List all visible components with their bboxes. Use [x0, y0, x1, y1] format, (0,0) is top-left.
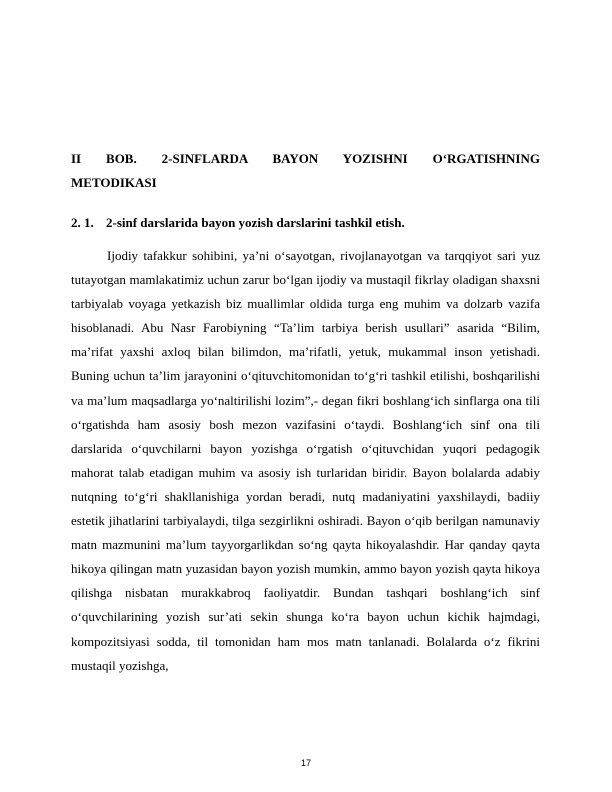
- section-heading: [71, 214, 540, 232]
- chapter-title-line-1: II BOB. 2-SINFLARDA BAYON YOZISHNI O‘RGATISHNING: [71, 151, 540, 166]
- body-paragraph: Ijodiy tafakkur sohibini, ya’ni o‘sayotgan, rivojlanayotgan va tarqqiyot sari yuz tutayotgan mamlakatimiz uchun zarur bo‘lgan ijodiy va mustaqil fikrlay oladigan shaxsni tarbiyalab voyaga yetkazish biz muallimlar oldida turga eng muhim va dolzarb vazifa hisoblanadi. Abu Nasr Farobiyning “Ta’lim tarbiya berish usullari” asarida “Bilim, ma’rifat yaxshi axloq bilan bilimdon, ma’rifatli, yetuk, mukammal inson yetishadi. Buning uchun ta’lim jarayonini o‘qituvchitomonidan to‘g‘ri tashkil etilishi, boshqarilishi va ma’lum maqsadlarga yo‘naltirilishi lozim”,- degan fikri boshlang‘ich sinflarga ona tili o‘rgatishda ham asosiy bosh mezon vazifasini o‘taydi. Boshlang‘ich sinf ona tili darslarida o‘quvchilarni bayon yozishga o‘rgatish o‘qituvchidan yuqori pedagogik mahorat talab etadigan muhim va asosiy ish turlaridan biridir. Bayon bolalarda adabiy nutqning to‘g‘ri shakllanishiga yordan beradi, nutq madaniyatini yaxshilaydi, badiiy estetik jihatlarini tarbiyalaydi, tilga sezgirlikni oshiradi. Bayon o‘qib berilgan namunaviy matn mazmunini ma’lum tayyorgarlikdan so‘ng qayta hikoyalashdir. Har qanday qayta hikoya qilingan matn yuzasidan bayon yozish mumkin, ammo bayon yozish qayta hikoya qilishga nisbatan murakkabroq faoliyatdir. Bundan tashqari boshlang‘ich sinf o‘quvchilarining yozish sur’ati sekin shunga ko‘ra bayon uchun kichik hajmdagi, kompozitsiyasi sodda, til tomonidan ham mos matn tanlanadi. Bolalarda o‘z fikrini mustaqil yozishga,: [71, 248, 540, 673]
- section-title: 2-sinf darslarida bayon yozish darslarini tashkil etish.: [106, 215, 405, 230]
- chapter-title: [71, 147, 540, 195]
- page-number: 17: [300, 758, 311, 768]
- chapter-title-line-2: METODIKASI: [71, 175, 157, 190]
- section-number: 2. 1.: [71, 215, 94, 230]
